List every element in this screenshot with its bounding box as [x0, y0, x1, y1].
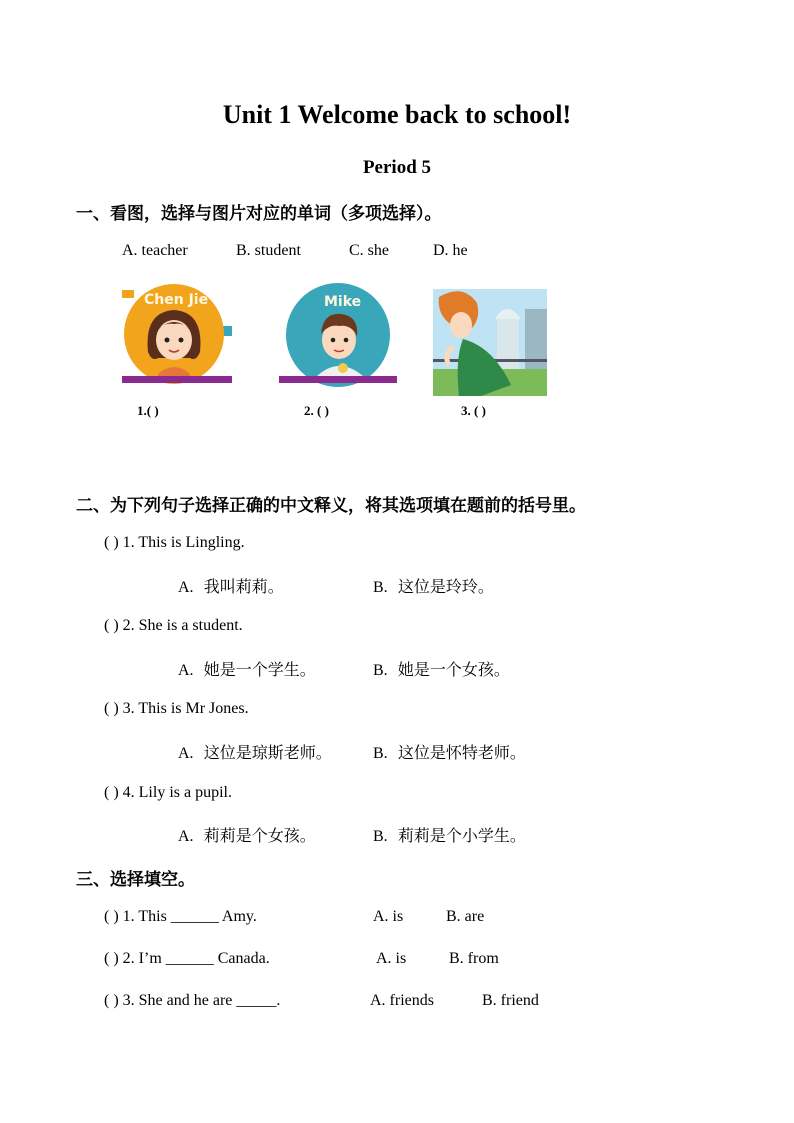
page-subtitle: Period 5: [362, 157, 432, 178]
s3-question-2: ( ) 2. I’m ______ Canada.: [104, 950, 270, 967]
s2-question-4: ( ) 4. Lily is a pupil.: [104, 784, 232, 801]
s3-q2-option-a: A. is: [376, 950, 407, 967]
section-1-heading: 一、看图，选择与图片对应的单词（多项选择）。: [76, 204, 442, 224]
word-option-d: D. he: [433, 242, 468, 259]
s3-q3-option-a: A. friends: [370, 992, 434, 1009]
s3-q1-option-a: A. is: [373, 908, 404, 925]
picture-chen-jie: [122, 282, 232, 388]
word-option-c: C. she: [349, 242, 389, 259]
picture-teacher: [433, 289, 547, 396]
s2-question-2: ( ) 2. She is a student.: [104, 617, 243, 634]
s2-q1-option-a: A. 我叫莉莉。: [178, 577, 284, 596]
word-option-b: B. student: [236, 242, 301, 259]
picture-3-caption: 3. ( ): [461, 403, 486, 418]
s2-question-1: ( ) 1. This is Lingling.: [104, 534, 245, 551]
picture-1-caption: 1.( ): [137, 403, 159, 418]
s2-q3-option-b: B. 这位是怀特老师。: [373, 743, 526, 762]
s2-question-3: ( ) 3. This is Mr Jones.: [104, 700, 249, 717]
word-option-a: A. teacher: [122, 242, 188, 259]
name-label-chen-jie: Chen Jie: [144, 292, 209, 308]
s2-q1-option-b: B. 这位是玲玲。: [373, 577, 494, 596]
s3-q3-option-b: B. friend: [482, 992, 539, 1009]
s2-q4-option-b: B. 莉莉是个小学生。: [373, 826, 526, 845]
s3-question-3: ( ) 3. She and he are _____.: [104, 992, 281, 1009]
page-title: Unit 1 Welcome back to school!: [222, 100, 572, 129]
section-3-heading: 三、选择填空。: [76, 870, 195, 890]
s2-q2-option-b: B. 她是一个女孩。: [373, 660, 510, 679]
name-label-mike: Mike: [324, 294, 362, 310]
picture-mike: [279, 282, 397, 390]
section-2-heading: 二、为下列句子选择正确的中文释义，将其选项填在题前的括号里。: [76, 496, 586, 516]
s3-question-1: ( ) 1. This ______ Amy.: [104, 908, 257, 925]
s2-q4-option-a: A. 莉莉是个女孩。: [178, 826, 316, 845]
picture-2-caption: 2. ( ): [304, 403, 329, 418]
s2-q2-option-a: A. 她是一个学生。: [178, 660, 316, 679]
s3-q2-option-b: B. from: [449, 950, 499, 967]
s3-q1-option-b: B. are: [446, 908, 485, 925]
s2-q3-option-a: A. 这位是琼斯老师。: [178, 743, 332, 762]
